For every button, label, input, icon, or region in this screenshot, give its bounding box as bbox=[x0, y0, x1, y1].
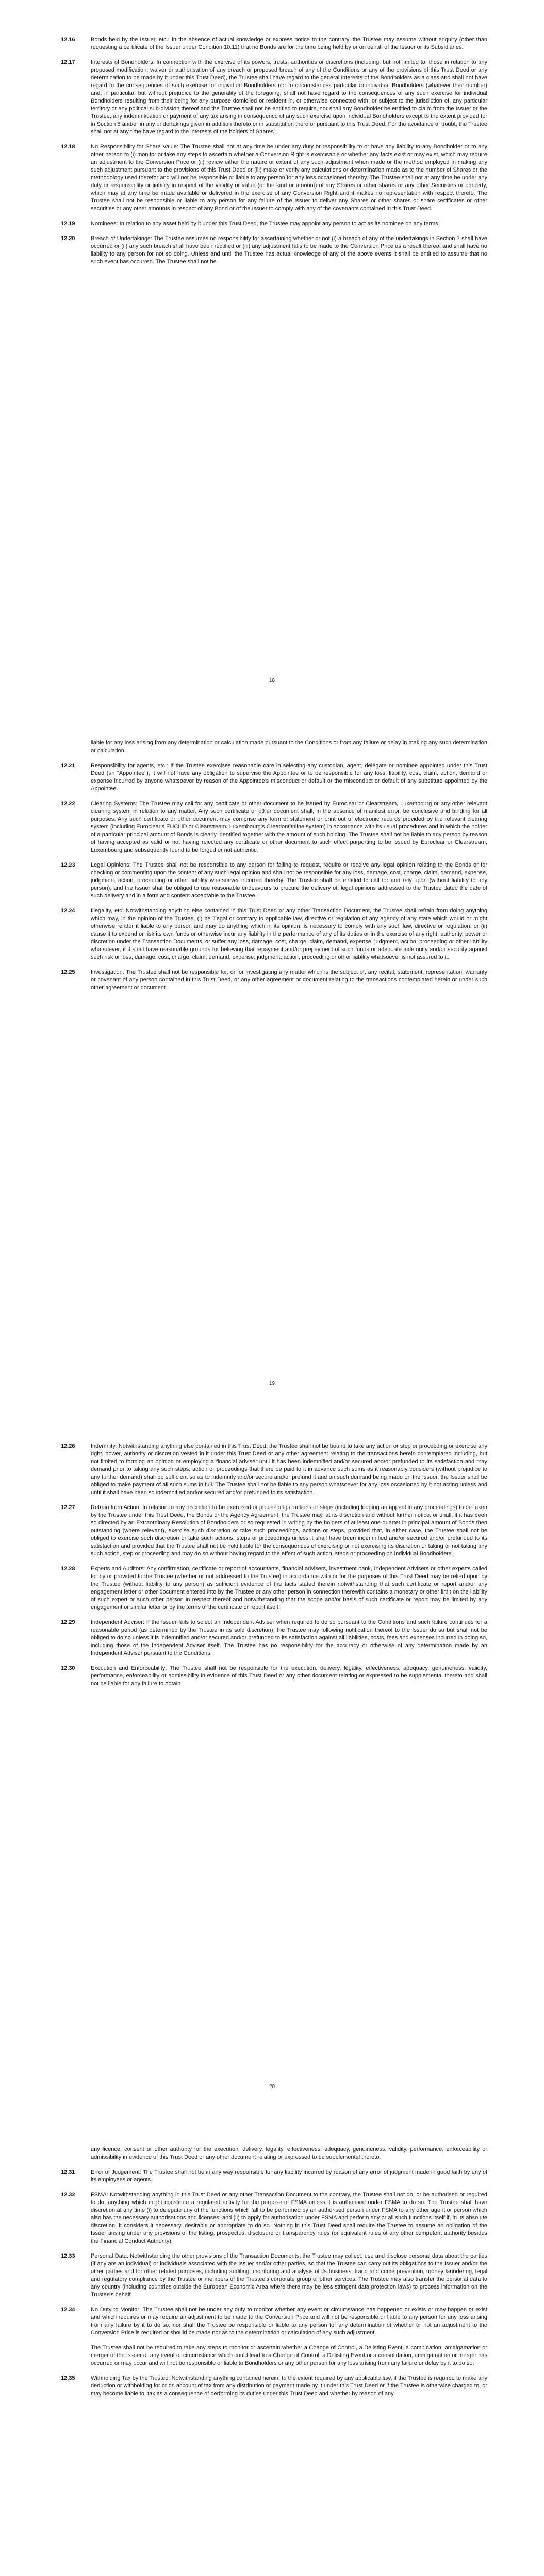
page-number: 20 bbox=[269, 2084, 275, 2090]
clause-text: Responsibility for agents, etc.: If the Trustee exercises reasonable care in selecting any custodian, agent, delegate or nominee appointed under this Trust Deed (an "Appointee"), it will not have any obligation to supervise the Appointee or to be responsible for any loss, liability, cost, claim, action, demand or expense incurred by anyone whatsoever by reason of the Appointee's misconduct or default or the misconduct or default of any substitute appointed by the Appointee. bbox=[91, 762, 487, 792]
page-number: 19 bbox=[269, 1381, 275, 1386]
page-number: 18 bbox=[269, 677, 275, 683]
clause-number: 12.30 bbox=[61, 1665, 75, 1671]
clause-number: 12.26 bbox=[61, 1443, 75, 1449]
clause bbox=[61, 2168, 487, 2184]
clause-text: No Responsibility for Share Value: The Trustee shall not at any time be under any duty or responsibility to or have any liability to any Bondholder or to any other person to (i) monitor or take any steps to ascertain whether a Conversion Right is exercisable or whether any facts exist or may exist, which may require an adjustment to the Conversion Price or (ii) review either the nature or extent of any such adjustment when made or the method employed in making any such adjustment pursuant to the provisions of this Trust Deed or (iii) make or verify any calculations or determination made as to the number of Shares or the methodology used therefor and will not be responsible or liable to any person for any loss occasioned thereby. The Trustee shall not at any time be under any duty or responsibility or liability in respect of the validity or value (or the kind or amount) of any Shares or other shares or any other Securities or property, which may at any time be made available or delivered in the exercise of any Conversion Right and it makes no representation with respect thereto. The Trustee shall not be responsible or liable to any person for any failure of the Issuer to deliver any Shares or other shares or share certificates or other securities or any other amounts in respect of any Bond or of the Issuer to comply with any of the covenants contained in this Trust Deed. bbox=[91, 144, 487, 212]
clause-number: 12.25 bbox=[61, 969, 75, 975]
clause bbox=[61, 2252, 487, 2299]
clause bbox=[61, 59, 487, 136]
clause bbox=[61, 861, 487, 900]
document-page bbox=[0, 2110, 544, 2576]
clause-text: Refrain from Action: In relation to any discretion to be exercised or proceedings, actions or steps (including lodging an appeal in any proceedings) to be taken by the Trustee under this Trust Deed, the Bonds or the Agency Agreement, the Trustee may, at its discretion and without further notice, or shall, if it has been so directed by an Extraordinary Resolution of Bondholders or so requested in writing by the holders of at least one-quarter in principal amount of Bonds then outstanding (where relevant), exercise such discretion or take such proceedings, actions or steps, provided that, in either case, the Trustee shall not be obliged to exercise such discretion or take such actions, steps or proceedings unless it shall have been indemnified and/or secured and/or prefunded to its satisfaction and provided that the Trustee shall not be held liable for the consequences of exercising or not exercising its discretion or taking or not taking any such action, step or proceeding and may do so without having regard to the effect of such action, steps or proceeding on individual Bondholders. bbox=[91, 1504, 487, 1557]
clause-number: 12.32 bbox=[61, 2192, 75, 2198]
clause bbox=[61, 2191, 487, 2245]
clause-number: 12.20 bbox=[61, 235, 75, 242]
clause-text: Independent Adviser: If the Issuer fails to select an Independent Adviser when required to do so pursuant to the Conditions and such failure continues for a reasonable period (as determined by the Trustee in its sole discretion), the Trustee may following notification thereof to the Issuer do so but shall not be obliged to do so unless it is indemnified and/or secured and/or prefunded to its satisfaction against all liabilities, costs, fees and expenses incurred in doing so, including those of the Independent Adviser itself. The Trustee has no responsibility for the accuracy or otherwise of any determination made by an Independent Adviser pursuant to the Conditions. bbox=[91, 1619, 487, 1656]
clause-text: Legal Opinions: The Trustee shall not be responsible to any person for failing to request, require or receive any legal opinion relating to the Bonds or for checking or commenting upon the content of any such legal opinion and shall not be responsible for any loss, damage, cost, charge, claim, demand, expense, judgment, action, proceeding or other liability whatsoever incurred thereby. The Trustee shall be entitled to call for and rely upon (without liability to any person), and the Issuer shall be obliged to use reasonable endeavours to procure the delivery of, legal opinions addressed to the Trustee dated the date of such delivery and in a form and content acceptable to the Trustee. bbox=[91, 862, 487, 899]
continuation-paragraph: The Trustee shall not be required to take any steps to monitor or ascertain whether a Change of Control, a Delisting Event, a combination, amalgamation or merger of the Issuer or any event or circumstance which could lead to a Change of Control, a Delisting Event or a consolidation, amalgamation or merger has occurred or may occur and will not be responsible or liable to Bondholders or any other person for any loss arising from any failure or delay by it to do so. bbox=[91, 2345, 487, 2366]
clause-text: Clearing Systems: The Trustee may call for any certificate or other document to be issued by Euroclear or Clearstream, Luxembourg or any other relevant clearing system in relation to any matter. Any such certificate or other document shall, in the absence of manifest error, be conclusive and binding for all purposes. Any such certificate or other document may comprise any form of statement or print out of electronic records provided by the relevant clearing system (including Euroclear's EUCLID or Clearstream, Luxembourg's CreationOnline system) in accordance with its usual procedures and in which the holder of a particular principal amount of Bonds is clearly identified together with the amount of such holding. The Trustee shall not be liable to any person by reason of having accepted as valid or not having rejected any certificate or other document to such effect purporting to be issued by Euroclear or Clearstream, Luxembourg and subsequently found to be forged or not authentic. bbox=[91, 801, 487, 853]
clause-number: 12.21 bbox=[61, 762, 75, 769]
clause bbox=[61, 762, 487, 793]
clause bbox=[61, 2306, 487, 2337]
clause-text: Interests of Bondholders: In connection with the exercise of its powers, trusts, authorities or discretions (including, but not limited to, those in relation to any proposed modification, waiver or authorisation of any breach or proposed breach of any of the Conditions or any of the provisions of this Trust Deed or any determination to be made by it under this Trust Deed), the Trustee shall have regard to the general interests of the Bondholders as a class and shall not have regard to the consequences of such exercise for individual Bondholders nor to circumstances particular to individual Bondholders (whatever their number) and, in particular, but without prejudice to the generality of the foregoing, shall not have regard to the consequences of any such exercise for individual Bondholders resulting from their being for any purpose domiciled or resident in, or otherwise connected with, or subject to the jurisdiction of, any particular territory or any political sub-division thereof and the Trustee shall not be entitled to require, nor shall any Bondholder be entitled to claim from the Issuer or the Trustee, any indemnification or payment of any tax arising in consequence of any such exercise upon individual Bondholders except to the extent provided for in Section 8 and/or in any undertakings given in addition thereto or in substitution therefor pursuant to this Trust Deed. For the avoidance of doubt, the Trustee shall not at any time have regard to the interests of the holders of Shares. bbox=[91, 59, 487, 135]
clause bbox=[61, 220, 487, 228]
clause-number: 12.18 bbox=[61, 144, 75, 150]
clause-number: 12.24 bbox=[61, 908, 75, 914]
clause-number: 12.35 bbox=[61, 2375, 75, 2381]
clause bbox=[61, 800, 487, 854]
clause-number: 12.19 bbox=[61, 221, 75, 227]
clause-text: Investigation: The Trustee shall not be responsible for, or for investigating any matter which is the subject of, any recital, statement, representation, warranty or covenant of any person contained in this Trust Deed, or any other agreement or document relating to the transactions contemplated herein or under such other agreement or document. bbox=[91, 969, 487, 991]
clause-number: 12.31 bbox=[61, 2169, 75, 2175]
clause-text: No Duty to Monitor: The Trustee shall not be under any duty to monitor whether any event or circumstance has happened or exists or may happen or exist and which requires or may require an adjustment to be made to the Conversion Price and will not be responsible or liable to any person for any loss arising from any failure by it to do so, nor shall the Trustee be responsible or liable to any person for any determination of whether or not an adjustment to the Conversion Price is required or should be made nor as to the determination or calculation of any such adjustment. bbox=[91, 2307, 487, 2336]
clause bbox=[61, 1665, 487, 1688]
document-page bbox=[0, 0, 544, 703]
clause bbox=[61, 1443, 487, 1497]
clause-text: Error of Judgement: The Trustee shall not be in any way responsible for any liability incurred by reason of any error of judgment made in good faith by any of its employees or agents. bbox=[91, 2169, 487, 2183]
document-page bbox=[0, 703, 544, 1406]
clause-number: 12.17 bbox=[61, 59, 75, 65]
clause-text: Withholding Tax by the Trustee: Notwithstanding anything contained herein, to the extent required by any applicable law, if the Trustee is required to make any deduction or withholding for or on account of tax from any distribution or payment made by it under this Trust Deed or if the Trustee is otherwise charged to, or may become liable to, tax as a consequence of performing its duties under this Trust Deed and whether by reason of any bbox=[91, 2375, 487, 2397]
clause bbox=[61, 907, 487, 961]
clause bbox=[61, 2375, 487, 2398]
clause-number: 12.34 bbox=[61, 2307, 75, 2313]
clause-text: Execution and Enforceability: The Trustee shall not be responsible for the execution, delivery, legality, effectiveness, adequacy, genuineness, validity, performance, enforceability or admissibility in evidence of this Trust Deed or any other document relating or expressed to be supplemental thereto and shall not be liable for any failure to obtain bbox=[91, 1665, 487, 1687]
clause-number: 12.33 bbox=[61, 2253, 75, 2259]
clause-number: 12.23 bbox=[61, 862, 75, 868]
clause bbox=[61, 1619, 487, 1657]
clause-text: Nominees: In relation to any asset held by it under this Trust Deed, the Trustee may appoint any person to act as its nominee on any terms. bbox=[91, 221, 440, 227]
clause bbox=[61, 969, 487, 992]
clause-text: Bonds held by the Issuer, etc.: In the absence of actual knowledge or express notice to the contrary, the Trustee may assume without enquiry (other than requesting a certificate of the Issuer under Condition 10.11) that no Bonds are for the time being held by or on behalf of the Issuer or its Subsidiaries. bbox=[91, 37, 487, 50]
clause-text: FSMA: Notwithstanding anything in this Trust Deed or any other Transaction Document to the contrary, the Trustee shall not do, or be authorised or required to do, anything which might constitute a regulated activity for the purpose of FSMA unless it is authorised under FSMA to do so. The Trustee shall have discretion at any time (i) to delegate any of the functions which fall to be performed by an authorised person under FSMA to any other agent or person which also has the necessary authorisations and licenses; and (ii) to apply for authorisation under FSMA and perform any or all such functions itself if, in its absolute discretion, it considers it necessary, desirable or appropriate to do so. Nothing in this Trust Deed shall require the Trustee to assume an obligation of the Issuer arising under any provisions of the listing, prospectus, disclosure or transparency rules (or equivalent rules of any other competent authority besides the Financial Conduct Authority). bbox=[91, 2192, 487, 2244]
clause-text: Personal Data: Notwithstanding the other provisions of the Transaction Documents, the Trustee may collect, use and disclose personal data about the parties (if any are an individual) or individuals associated with the Issuer and/or other parties, so that the Trustee can carry out its obligations to the Issuer and/or the other parties and for other related purposes, including auditing, monitoring and analysis of its business, fraud and crime prevention, money laundering, legal and regulatory compliance by the Trustee or members of the Trustee's corporate group of other services. The Trustee may also transfer the personal data to any country (including countries outside the European Economic Area where there may be less stringent data protection laws) to process information on the Trustee's behalf. bbox=[91, 2253, 487, 2298]
clause bbox=[61, 235, 487, 266]
clause-text: Illegality, etc: Notwithstanding anything else contained in this Trust Deed or any other Transaction Document, the Trustee shall refrain from doing anything which may, in the opinion of the Trustee, (i) be illegal or contrary to applicable law, directive or regulation of any agency of any state which would or might otherwise render it liable to any person and may do anything which in its opinion, is necessary to comply with any such law, directive or regulation; or (ii) cause it to expend or risk its own funds or otherwise incur any liability in the performance of any of its duties or in the exercise of any right, authority, power or discretion under the Transaction Documents, or suffer any loss, damage, cost, charge, claim, demand, expense, judgment, action, proceeding or other liability whatsoever, if it shall have reasonable grounds for believing that repayment and/or prepayment of such funds or adequate indemnity and/or security against such risk or loss, damage, cost, charge, claim, demand, expense, judgment, action, proceeding or other liability whatsoever is not assured to it. bbox=[91, 908, 487, 960]
clause-number: 12.16 bbox=[61, 37, 75, 43]
clause-number: 12.28 bbox=[61, 1566, 75, 1572]
clause-text: Breach of Undertakings: The Trustee assumes no responsibility for ascertaining whether or not (i) a breach of any of the undertakings in Section 7 shall have occurred or (ii) any such breach shall have been rectified or (iii) any adjustment falls to be made to the Conversion Price as a result thereof and shall have no liability to any person for not so doing. Unless and until the Trustee has actual knowledge of any of the above events it shall be entitled to assume that no such event has occurred. The Trustee shall not be bbox=[91, 235, 487, 265]
continuation-paragraph: any licence, consent or other authority for the execution, delivery, legality, effectiveness, adequacy, genuineness, validity, performance, enforceability or admissibility in evidence of this Trust Deed or any other document relating or expressed to be supplemental thereto. bbox=[91, 2146, 487, 2160]
clause-text: Indemnity: Notwithstanding anything else contained in this Trust Deed, the Trustee shall not be bound to take any action or step or proceeding or exercise any right, power, authority or discretion vested in it under this Trust Deed or any other agreement relating to the transactions herein contemplated including, but not limited to forming an opinion or employing a financial adviser until it has been indemnified and/or secured and/or prefunded to its satisfaction and may demand prior to taking any such steps, action or proceedings that there be paid to it in advance such sums as it reasonably considers (without prejudice to any further demand) shall be sufficient so as to indemnify and/or secure and/or prefund it and on such demand being made on the Issuer, the Issuer shall be obliged to make payment of all such sums in full. The Trustee shall not be liable to any person whatsoever for any loss occasioned by it not acting unless and until it shall have been so indemnified and/or secured and/or prefunded to its satisfaction. bbox=[91, 1443, 487, 1496]
clause-number: 12.27 bbox=[61, 1504, 75, 1511]
document-page bbox=[0, 1406, 544, 2110]
clause-text: Experts and Auditors: Any confirmation, certificate or report of accountants, financial advisers, investment bank, Independent Advisers or other experts called for by or provided to the Trustee (whether or not addressed to the Trustee) in accordance with or for the purposes of this Trust Deed may be relied upon by the Trustee (without liability to any person) as sufficient evidence of the facts stated therein notwithstanding that such certificate or report and/or any engagement letter or other document entered into by the Trustee or any other person in connection therewith contains a monetary or other limit on the liability of such expert or such other person in respect thereof and notwithstanding that the scope and/or basis of such certificate or report may be limited by any engagement or similar letter or by the terms of the certificate or report itself. bbox=[91, 1566, 487, 1611]
continuation-paragraph: liable for any loss arising from any determination or calculation made pursuant to the Conditions or from any failure or delay in making any such determination or calculation. bbox=[91, 740, 487, 754]
clause bbox=[61, 1504, 487, 1558]
clause bbox=[61, 1565, 487, 1612]
clause-number: 12.29 bbox=[61, 1619, 75, 1625]
clause bbox=[61, 36, 487, 52]
clause-number: 12.22 bbox=[61, 801, 75, 807]
clause bbox=[61, 143, 487, 213]
